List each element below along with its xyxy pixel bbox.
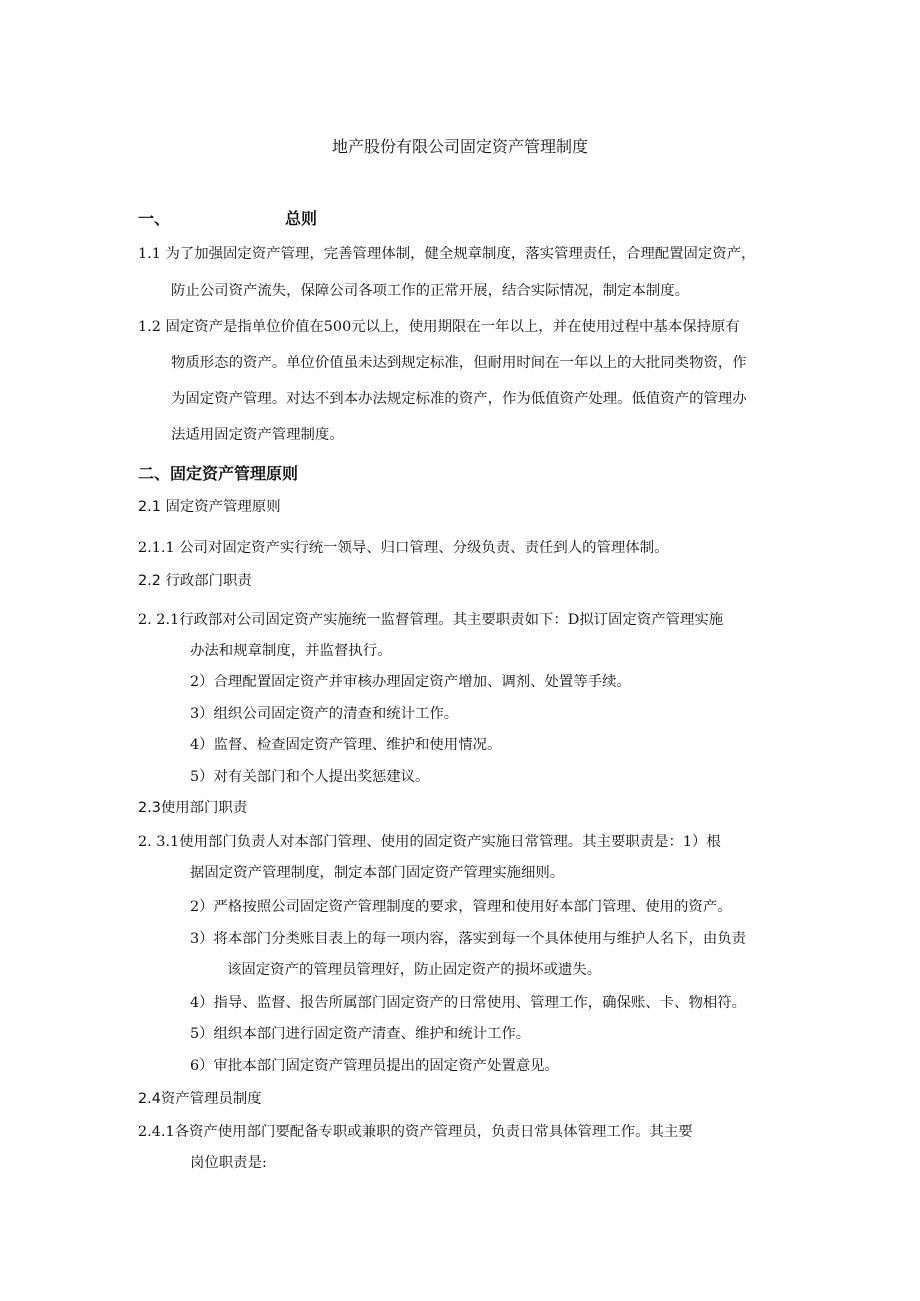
section-2-3-heading: 2.3使用部门职责	[138, 800, 248, 816]
list-item-2-2-3: 3）组织公司固定资产的清查和统计工作。	[190, 706, 459, 722]
list-item-2-3-3-line-1: 3）将本部门分类账目表上的每一项内容，落实到每一个具体使用与维护人名下，由负责	[190, 931, 747, 947]
document-title: 地产股份有限公司固定资产管理制度	[331, 137, 588, 156]
paragraph-1-1-line-1: 1.1 为了加强固定资产管理，完善管理体制，健全规章制度，落实管理责任，合理配置固定资产，	[138, 246, 756, 262]
list-item-2-2-2: 2）合理配置固定资产并审核办理固定资产增加、调剂、处置等手续。	[190, 674, 631, 690]
paragraph-1-2-line-4: 法适用固定资产管理制度。	[171, 427, 344, 443]
paragraph-2-1-1: 2.1.1 公司对固定资产实行统一领导、归口管理、分级负责、责任到人的管理体制。	[138, 540, 669, 556]
paragraph-1-2-line-1: 1.2 固定资产是指单位价值在500元以上，使用期限在一年以上，并在使用过程中基本保持原有	[138, 319, 740, 335]
list-item-2-2-4: 4）监督、检查固定资产管理、维护和使用情况。	[190, 737, 502, 753]
paragraph-1-2-line-3: 为固定资产管理。对达不到本办法规定标准的资产，作为低值资产处理。低值资产的管理办	[171, 391, 747, 407]
section-2-2-heading: 2.2 行政部门职责	[138, 573, 252, 589]
paragraph-2-2-1-line-2: 办法和规章制度，并监督执行。	[190, 643, 392, 659]
section-2-4-heading: 2.4资产管理员制度	[138, 1091, 262, 1107]
paragraph-2-4-1-line-2: 岗位职责是:	[190, 1155, 267, 1171]
paragraph-2-3-1-line-2: 据固定资产管理制度，制定本部门固定资产管理实施细则。	[190, 865, 565, 881]
section-1-number: 一、	[138, 209, 171, 228]
paragraph-2-4-1-line-1: 2.4.1各资产使用部门要配备专职或兼职的资产管理员，负责日常具体管理工作。其主要	[138, 1124, 693, 1140]
list-item-2-3-6: 6）审批本部门固定资产管理员提出的固定资产处置意见。	[190, 1058, 559, 1074]
list-item-2-3-5: 5）组织本部门进行固定资产清查、维护和统计工作。	[190, 1026, 531, 1042]
section-1-heading: 总则	[285, 209, 318, 228]
paragraph-2-2-1-line-1: 2. 2.1行政部对公司固定资产实施统一监督管理。其主要职责如下：D拟订固定资产管理实施	[138, 612, 724, 628]
paragraph-1-1-line-2: 防止公司资产流失，保障公司各项工作的正常开展，结合实际情况，制定本制度。	[171, 283, 690, 299]
list-item-2-3-3-line-2: 该固定资产的管理员管理好，防止固定资产的损坏或遗失。	[227, 962, 602, 978]
list-item-2-3-4: 4）指导、监督、报告所属部门固定资产的日常使用、管理工作，确保账、卡、物相符。	[190, 995, 747, 1011]
list-item-2-2-5: 5）对有关部门和个人提出奖惩建议。	[190, 769, 430, 785]
list-item-2-3-2: 2）严格按照公司固定资产管理制度的要求，管理和使用好本部门管理、使用的资产。	[190, 899, 732, 915]
paragraph-1-2-line-2: 物质形态的资产。单位价值虽未达到规定标准，但耐用时间在一年以上的大批同类物资，作	[171, 355, 747, 371]
section-2-1-heading: 2.1 固定资产管理原则	[138, 499, 281, 515]
section-2-heading: 二、固定资产管理原则	[138, 464, 299, 483]
paragraph-2-3-1-line-1: 2. 3.1使用部门负责人对本部门管理、使用的固定资产实施日常管理。其主要职责是：1）根	[138, 834, 721, 850]
